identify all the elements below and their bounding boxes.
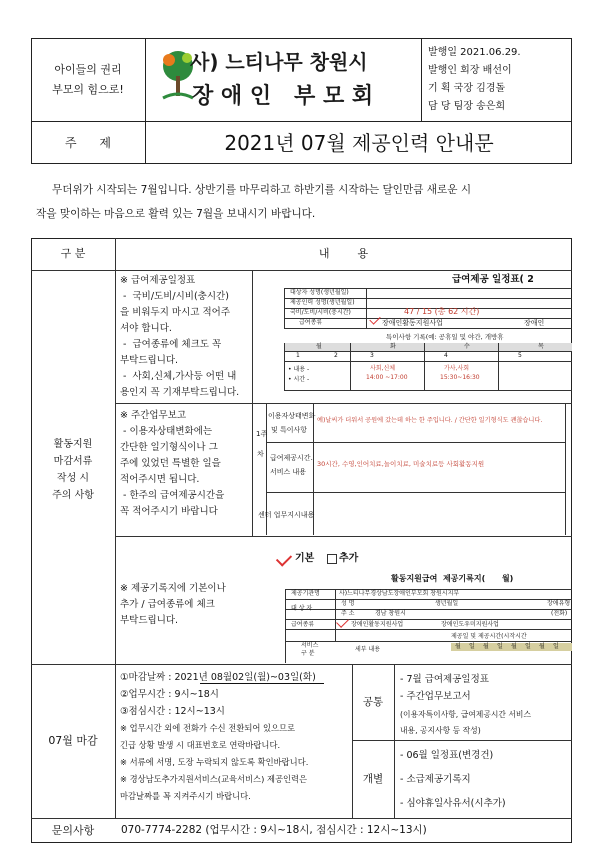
- org-name-line-1: 사) 느티나무 창원시: [190, 50, 368, 74]
- form3-record-title: 제공일 및 제공시간(시작시간: [451, 633, 527, 640]
- contact-text: 070-7774-2282 (업무시간 : 9시~18시, 점심시간 : 12시~13시): [121, 824, 427, 836]
- form3-weekday: 월: [511, 643, 517, 650]
- section-label-line: 활동지원: [53, 439, 93, 450]
- header-divider-2: [421, 38, 422, 122]
- meta-manager: 담 당 팀장 송은희: [428, 101, 506, 112]
- form1-week-header: 화: [390, 343, 396, 350]
- block1-line: 을 비워두지 마시고 적어주: [120, 307, 231, 318]
- form2-row2-label: 서비스 내용: [270, 468, 307, 476]
- subject-divider: [145, 122, 146, 164]
- checkbox-icon: [327, 554, 337, 564]
- form3-person-label: 대 상 자: [291, 605, 313, 612]
- form2-row2-text: 30시간, 수영,인어치료,놀이치료, 미술치료등 사회활동지원: [317, 460, 485, 468]
- block2-line: 간단한 일기형식이나 그: [120, 442, 218, 453]
- block1-line: - 사회,신체,가사등 어떤 내: [120, 371, 237, 382]
- col-header-category: 구 분: [60, 247, 86, 260]
- service-record-form-image: [255, 545, 572, 663]
- deadline-note: ※ 업무시간 외에 전화가 수신 전환되어 있으므로: [120, 723, 296, 733]
- form3-disability: 장애유형: [547, 600, 571, 607]
- block2-line: 적어주시면 됩니다.: [120, 474, 200, 485]
- individual-label: 개별: [362, 773, 384, 785]
- meta-publisher: 발행인 회장 배선이: [428, 65, 512, 76]
- org-name-line-2: 장 애 인 부 모 회: [192, 84, 374, 109]
- block2-line: - 한주의 급여제공시간을: [120, 490, 225, 501]
- form2-row2-label: 급여제공시간.: [270, 454, 313, 462]
- col-header-content: 내 용: [318, 247, 369, 260]
- form3-weekday: 월: [455, 643, 461, 650]
- block3-line: 추가 / 급여종류에 체크: [120, 599, 215, 610]
- form3-extra-label: 추가: [339, 553, 359, 564]
- form1-side-label: • 내용 -: [288, 366, 310, 373]
- form2-row3-label: 센터 업무지시내용: [258, 511, 315, 519]
- form1-note: 특이사항 기록(예: 공휴일 및 야간, 개방휴: [386, 333, 504, 341]
- intro-line-1: 무더위가 시작되는 7월입니다. 상반기를 마무리하고 하반기를 시작하는 달인만큼 새로운 시: [52, 184, 472, 196]
- block3-line: ※ 제공기록지에 기본이나: [120, 583, 226, 594]
- form3-weekday: 일: [497, 643, 503, 650]
- form1-row-label: 급여종류: [299, 319, 323, 326]
- common-label: 공통: [362, 696, 384, 708]
- form2-row1-label: 및 특이사항: [271, 426, 308, 434]
- individual-item: - 심야휴일사유서(시추가): [400, 798, 506, 809]
- subject-title: 2021년 07월 제공인력 안내문: [224, 131, 494, 155]
- meta-date: 발행일 2021.06.29.: [428, 47, 521, 58]
- contact-label: 문의사항: [51, 824, 95, 837]
- deadline-note: ※ 서류에 서명, 도장 누락되지 않도록 확인바랍니다.: [120, 757, 309, 767]
- deadline-line: ②업무시간 : 9시~18시: [120, 689, 219, 700]
- form1-hours: 47 / 15 (총 62 시간): [404, 307, 480, 316]
- form3-phone: (전화): [551, 610, 568, 617]
- common-item: - 주간업무보고서: [400, 691, 471, 702]
- common-item: - 7월 급여제공일정표: [400, 674, 489, 685]
- form1-week-header: 수: [464, 343, 470, 350]
- block1-line: - 급여종류에 체크도 꼭: [120, 339, 222, 350]
- form3-addr-label: 주 소: [341, 610, 355, 617]
- form1-cell-b: 가사,사회: [444, 365, 470, 372]
- form3-org-label: 제공기관명: [291, 590, 320, 597]
- deadline-label: 07월 마감: [48, 734, 98, 747]
- form3-svc-label: 서비스: [301, 642, 319, 649]
- block2-line: 꼭 적어주시기 바랍니다: [120, 506, 218, 517]
- form3-svc-label: 구 분: [301, 650, 315, 657]
- deadline-note: ※ 경상남도추가지원서비스(교육서비스) 제공인력은: [120, 774, 308, 784]
- meta-planner: 기 획 국장 김경돌: [428, 83, 506, 94]
- form3-type-2: 장애인도우미지원사업: [441, 621, 499, 628]
- block2-line: - 이용자상태변화에는: [120, 426, 213, 437]
- deadline-note: 마감날짜를 꼭 지켜주시기 바랍니다.: [120, 791, 251, 801]
- slogan-line-1: 아이들의 권리: [54, 63, 122, 76]
- form1-side-label: • 시간 -: [288, 376, 310, 383]
- header-divider-1: [145, 38, 146, 122]
- block1-line: - 국비/도비/시비(충시간): [120, 291, 229, 302]
- form1-day: 1: [296, 352, 300, 359]
- form3-title: 활동지원급여 제공기록지( 월): [391, 574, 514, 583]
- intro-line-2: 작을 맞이하는 마음으로 활력 있는 7월을 보내시기 바랍니다.: [36, 208, 316, 220]
- form1-cell-a: 14:00 ~17:00: [366, 374, 408, 381]
- block1-line: ※ 급여제공일정표: [120, 275, 196, 286]
- form1-row-label: 제공인력 성명(생년월일): [290, 299, 355, 306]
- section-label-line: 마감서류: [53, 456, 93, 467]
- form1-day: 2: [334, 352, 338, 359]
- block2-line: ※ 주간업무보고: [120, 410, 187, 421]
- form3-weekday: 월: [539, 643, 545, 650]
- block2-line: 주에 있었던 특별한 일을: [120, 458, 221, 469]
- individual-item: - 소급제공기록지: [400, 774, 471, 785]
- section-label-line: 작성 시: [56, 473, 90, 484]
- common-item: (이용자특이사항, 급여제공시간 서비스: [400, 710, 531, 719]
- form3-weekday: 일: [525, 643, 531, 650]
- subject-label: 주 제: [64, 136, 112, 150]
- form2-row1-label: 이용자상태변화: [268, 412, 316, 420]
- form3-basic-label: 기본: [295, 553, 315, 564]
- common-item: 내용, 공지사항 등 작성): [400, 726, 481, 735]
- block3-line: 부탁드립니다.: [120, 615, 179, 626]
- block1-line: 부탁드립니다.: [120, 355, 179, 366]
- deadline-line: ①마감날짜 : 2021년 08월02일(월)~03일(화): [120, 672, 316, 683]
- form1-day: 3: [370, 352, 374, 359]
- form3-weekday: 월: [483, 643, 489, 650]
- form3-weekday: 일: [469, 643, 475, 650]
- schedule-form-title: 급여제공 일정표( 2: [452, 274, 534, 285]
- schedule-form-image: [254, 272, 572, 402]
- form1-row-label: 대상자 성명(생년월일): [290, 289, 349, 296]
- form3-weekday: 일: [553, 643, 559, 650]
- form1-week-header: 월: [316, 343, 322, 350]
- form1-cell-b: 15:30~16:30: [440, 374, 480, 381]
- form1-day: 5: [518, 352, 522, 359]
- form1-check-1: 장애인활동지원사업: [382, 319, 443, 327]
- form2-week-label: 차: [257, 450, 264, 458]
- form3-addr-value: 경남 창원시: [375, 610, 406, 617]
- form3-dob-label: 생년월일: [435, 600, 459, 607]
- form1-week-header: 목: [538, 343, 544, 350]
- deadline-note: 긴급 상황 발생 시 대표번호로 연락바랍니다.: [120, 740, 281, 750]
- form3-org-value: 사)느티나무경상남도장애인부모회 창원시지부: [339, 590, 460, 597]
- form1-cell-a: 사회,신체: [370, 365, 396, 372]
- individual-item: - 06월 일정표(변경건): [400, 750, 494, 761]
- form3-svc-value: 세부 내용: [355, 646, 381, 653]
- form1-check-2: 장애인: [524, 319, 545, 327]
- form1-day: 4: [444, 352, 448, 359]
- deadline-line: ③점심시간 : 12시~13시: [120, 706, 225, 717]
- block1-line: 셔야 합니다.: [120, 323, 172, 334]
- weekly-report-form-image: [253, 404, 572, 535]
- block1-line: 용인지 꼭 기재부탁드립니다.: [120, 387, 240, 398]
- slogan-line-2: 부모의 힘으로!: [52, 83, 124, 96]
- form1-row-label: 국비/도비/시비(충시간): [290, 309, 351, 316]
- form3-type-1: 장애인활동지원사업: [351, 621, 404, 628]
- form2-row1-text: 예)날씨가 더워서 공원에 갔는데 하는 한 주입니다. / 간단한 일기형식도 괜찮습니다.: [317, 417, 543, 424]
- form3-type-label: 급여종류: [291, 621, 315, 628]
- form2-week-label: 1주: [256, 430, 268, 438]
- section-label-line: 주의 사항: [52, 490, 94, 501]
- form3-name-label: 성 명: [341, 600, 355, 607]
